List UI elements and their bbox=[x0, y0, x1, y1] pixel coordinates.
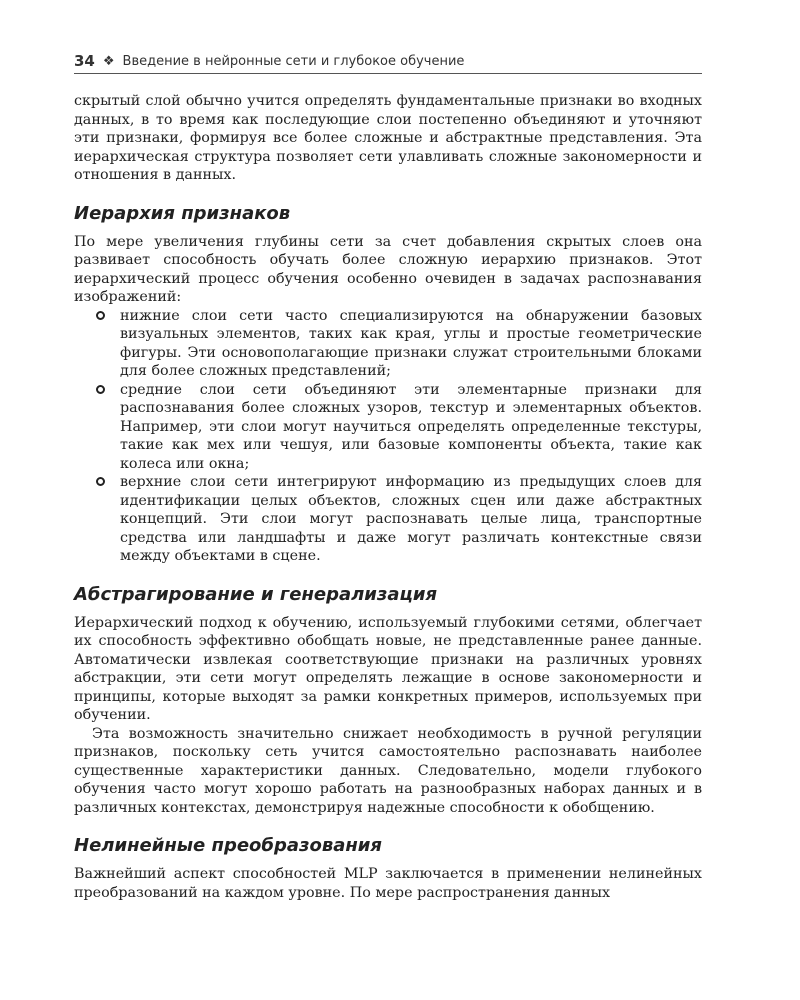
list-item bbox=[74, 381, 702, 474]
list-item-text: нижние слои сети часто специализируются на обнаружении базовых визуальных элементов, таких как края, углы и простые геометрические фигуры. Эти основополагающие признаки служат строительными блоками для более сложных представлений; bbox=[120, 307, 702, 379]
section-heading-nonlinear: Нелинейные преобразования bbox=[74, 835, 382, 856]
circle-bullet-icon bbox=[96, 311, 105, 320]
intro-paragraph: скрытый слой обычно учится определять фундаментальные признаки во входных данных, в то время как последующие слои постепенно объединяют и уточняют эти признаки, формируя все более сложные и абстрактные представления. Эта иерархическая структура позволяет сети улавливать сложные закономерности и отношения в данных. bbox=[74, 93, 702, 183]
list-item-text: верхние слои сети интегрируют информацию из предыдущих слоев для идентификации целых объектов, сложных сцен или даже абстрактных концепций. Эти слои могут распознавать целые лица, транспортные средства или ландшафты и даже могут различать контекстные связи между объектами в сцене. bbox=[120, 474, 702, 564]
header-rule bbox=[74, 73, 702, 74]
list-item-text: средние слои сети объединяют эти элементарные признаки для распознавания более сложных узоров, текстур и элементарных объектов. Например, эти слои могут научиться определять определенные текстуры, такие как мех или чешуя, или базовые компоненты объекта, такие как колеса или окна; bbox=[120, 381, 702, 472]
page-number: 34 bbox=[74, 52, 95, 70]
list-item bbox=[74, 473, 702, 566]
running-header bbox=[74, 50, 702, 72]
list-item bbox=[74, 307, 702, 381]
ornament-icon: ❖ bbox=[102, 53, 115, 69]
running-title: Введение в нейронные сети и глубокое обучение bbox=[122, 53, 465, 69]
paragraph: По мере увеличения глубины сети за счет добавления скрытых слоев она развивает способность обучать более сложную иерархию признаков. Этот иерархический процесс обучения особенно очевиден в задачах распознавания изображений: bbox=[74, 233, 702, 305]
circle-bullet-icon bbox=[96, 385, 105, 394]
paragraph: Эта возможность значительно снижает необходимость в ручной регуляции признаков, поскольку сеть учится самостоятельно распознавать наиболее существенные характеристики данных. Следовательно, модели глубокого обучения часто могут хорошо работать на разнообразных наборах данных и в различных контекстах, демонстрируя надежные способности к обобщению. bbox=[74, 725, 702, 816]
page-body bbox=[74, 92, 702, 902]
section-heading-feature-hierarchy: Иерархия признаков bbox=[74, 202, 291, 224]
bullet-list bbox=[74, 307, 702, 566]
paragraph: Иерархический подход к обучению, используемый глубокими сетями, облегчает их способность эффективно обобщать новые, не представленные ранее данные. Автоматически извлекая соответствующие признаки на различных уровнях абстракции, эти сети могут определять лежащие в основе закономерности и принципы, которые выходят за рамки конкретных примеров, используемых при обучении. bbox=[74, 614, 702, 723]
paragraph: Важнейший аспект способностей MLP заключается в применении нелинейных преобразований на каждом уровне. По мере распространения данных bbox=[74, 866, 702, 901]
circle-bullet-icon bbox=[96, 477, 105, 486]
section-heading-abstraction: Абстрагирование и генерализация bbox=[74, 583, 438, 605]
